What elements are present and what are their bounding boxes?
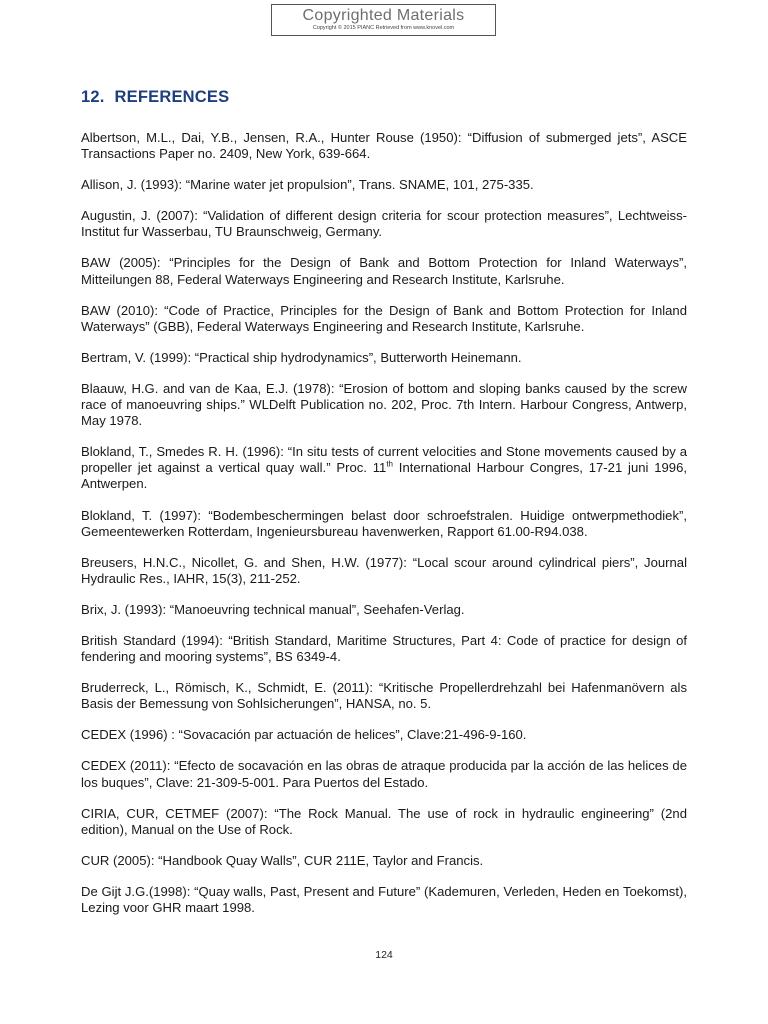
reference-item: Bertram, V. (1999): “Practical ship hydrodynamics”, Butterworth Heinemann. [81, 349, 522, 365]
reference-item: Allison, J. (1993): “Marine water jet propulsion”, Trans. SNAME, 101, 275-335. [81, 177, 534, 193]
copyright-stamp [271, 4, 496, 36]
reference-item: Brix, J. (1993): “Manoeuvring technical manual”, Seehafen-Verlag. [81, 601, 465, 617]
reference-item: Augustin, J. (2007): “Validation of different design criteria for scour protection measures”, Lechtweiss-Institut fur Wasserbau, TU Braunschweig, Germany. [81, 208, 687, 240]
ordinal-superscript: th [386, 459, 393, 469]
stamp-title: Copyrighted Materials [302, 7, 465, 24]
reference-item: CUR (2005): “Handbook Quay Walls”, CUR 211E, Taylor and Francis. [81, 852, 484, 868]
reference-item [81, 444, 687, 492]
section-heading [81, 88, 229, 107]
reference-item: British Standard (1994): “British Standard, Maritime Structures, Part 4: Code of practice for design of fendering and mooring systems”, BS 6349-4. [81, 632, 687, 665]
reference-item: CEDEX (1996) : “Sovacación par actuación de helices”, Clave:21-496-9-160. [81, 727, 527, 743]
reference-item: CEDEX (2011): “Efecto de socavación en las obras de atraque producida par la acción de las helices de los buques”, Clave: 21-309-5-001. Para Puertos del Estado. [81, 758, 687, 790]
reference-list [81, 130, 687, 931]
stamp-subtitle: Copyright © 2015 PIANC Retrieved from www.knovel.com [312, 25, 455, 31]
reference-item: Bruderreck, L., Römisch, K., Schmidt, E. (2011): “Kritische Propellerdrehzahl bei Hafenmanövern als Basis der Bemessung von Sohlsicherungen”, HANSA, no. 5. [81, 680, 687, 712]
reference-item: Blaauw, H.G. and van de Kaa, E.J. (1978): “Erosion of bottom and sloping banks caused by the screw race of manoeuvring ships.” WLDelft Publication no. 202, Proc. 7th Intern. Harbour Congress, Antwerp, May 1978. [81, 380, 687, 429]
reference-item: Albertson, M.L., Dai, Y.B., Jensen, R.A., Hunter Rouse (1950): “Diffusion of submerged jets”, ASCE Transactions Paper no. 2409, New York, 639-664. [81, 130, 687, 162]
reference-item: Blokland, T. (1997): “Bodembeschermingen belast door schroefstralen. Huidige ontwerpmethodiek”, Gemeentewerken Rotterdam, Ingenieursbureau havenwerken, Rapport 61.00-R94.038. [81, 507, 687, 539]
page-number: 124 [375, 949, 393, 961]
reference-text: International Harbour Congres, 17-21 juni 1996, Antwerpen. [81, 460, 687, 492]
reference-item: Breusers, H.N.C., Nicollet, G. and Shen, H.W. (1977): “Local scour around cylindrical piers”, Journal Hydraulic Res., IAHR, 15(3), 211-252. [81, 554, 687, 586]
reference-item: CIRIA, CUR, CETMEF (2007): “The Rock Manual. The use of rock in hydraulic engineering” (2nd edition), Manual on the Use of Rock. [81, 805, 687, 837]
reference-item: De Gijt J.G.(1998): “Quay walls, Past, Present and Future” (Kademuren, Verleden, Heden en Toekomst), Lezing voor GHR maart 1998. [81, 883, 687, 915]
section-title: REFERENCES [114, 88, 230, 106]
reference-text: Blokland, T., Smedes R. H. (1996): “In situ tests of current velocities and Stone movements caused by a propeller jet against a vertical quay wall.” Proc. 11 [81, 444, 687, 476]
reference-item: BAW (2005): “Principles for the Design of Bank and Bottom Protection for Inland Waterways”, Mitteilungen 88, Federal Waterways Engineering and Research Institute, Karlsruhe. [81, 255, 687, 287]
section-number: 12. [81, 88, 105, 106]
reference-item: BAW (2010): “Code of Practice, Principles for the Design of Bank and Bottom Protection for Inland Waterways” (GBB), Federal Waterways Engineering and Research Institute, Karlsruhe. [81, 302, 687, 334]
